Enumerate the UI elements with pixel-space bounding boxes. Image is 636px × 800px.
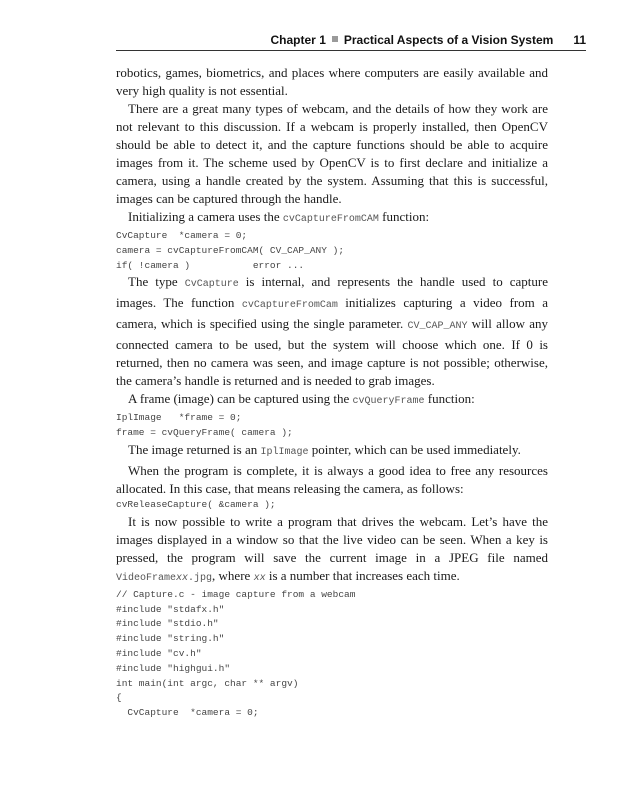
code-line: cvReleaseCapture( &camera ); [116,498,276,510]
inline-code: CV_CAP_ANY [407,321,468,333]
chapter-label: Chapter 1 [270,33,326,47]
text-run: initializes capturing a video from a camera, which is specified using the single parameter. [116,295,549,332]
text-run: function: [378,209,430,224]
paragraph-7: When the program is complete, it is always a good idea to free any resources allocated. In this case, that means releasing the camera, as follows: [116,462,548,496]
code-line: #include "string.h" [116,633,225,645]
code-line: // Capture.c - image capture from a webcam [116,588,356,600]
text-run: A frame (image) can be captured using the [128,391,353,407]
text-run: Initializing a camera uses the [128,209,283,224]
page-body [116,64,548,721]
code-line: #include "stdafx.h" [116,603,225,615]
text-run: The image returned is an [128,441,261,457]
text-run: It is now possible to write a program that drives the webcam. Let’s have the images displayed in a window so that the live video can be seen. When a key is pressed, the program will save the current image in a JPEG file named [116,513,548,565]
text-run: , where [212,567,254,583]
page-number: 11 [573,33,586,47]
text-run: The type [128,274,185,290]
code-line: #include "cv.h" [116,647,202,659]
code-line: CvCapture *camera = 0; [116,707,259,719]
inline-code: IplImage [260,446,309,458]
inline-code: CvCapture [184,279,239,291]
inline-code-italic: xx [176,572,189,584]
code-line: #include "stdio.h" [116,618,219,630]
code-block-1 [116,229,548,273]
chapter-title: Practical Aspects of a Vision System [343,33,554,47]
code-block-3 [116,498,548,513]
code-line: int main(int argc, char ** argv) [116,677,299,689]
code-line: { [116,692,122,704]
text-run: pointer, which can be used immediately. [308,441,521,457]
inline-code-italic: xx [253,572,266,584]
paragraph-6 [116,441,548,462]
code-line: IplImage *frame = 0; [116,412,242,424]
header-rule [116,50,586,51]
code-line: if( !camera ) error ... [116,259,305,271]
code-block-2 [116,411,548,441]
paragraph-8 [116,513,548,588]
paragraph-2: There are a great many types of webcam, and the details of how they work are not relevant to this discussion. If a webcam is properly installed, then OpenCV should be able to detect it, and the capture functions should be able to acquire images from it. The scheme used by OpenCV is to first declare and initialize a camera, using a handle created by the system. Assuming that this is successful, images can be captured through the handle. [116,101,548,206]
running-header [116,30,586,50]
paragraph-3 [116,208,548,229]
inline-code: cvCaptureFromCam [241,300,338,312]
inline-code: .jpg [188,572,213,584]
paragraph-5 [116,390,548,411]
text-run: is internal, and represents the handle used to capture images. The function [116,274,548,311]
square-bullet-icon [332,36,338,42]
code-block-5 [116,677,548,721]
text-run: is a number that increases each time. [265,567,460,583]
inline-code: VideoFrame [116,572,177,584]
paragraph-1: robotics, games, biometrics, and places where computers are easily available and very high quality is not essential. [116,65,548,98]
text-run: function: [424,391,475,407]
code-line: CvCapture *camera = 0; [116,230,248,241]
code-line: camera = cvCaptureFromCAM( CV_CAP_ANY ); [116,244,345,256]
code-block-4 [116,588,548,677]
inline-code: cvCaptureFromCAM [282,214,379,225]
code-line: #include "highgui.h" [116,662,231,674]
paragraph-4 [116,273,548,390]
text-run: will allow any connected camera to be used, but the system will choose which one. If 0 is returned, then no camera was seen, and image capture is not possible; otherwise, the camera’s handle is returned and is needed to grab images. [116,316,548,389]
inline-code: cvQueryFrame [352,396,425,408]
code-line: frame = cvQueryFrame( camera ); [116,427,293,439]
